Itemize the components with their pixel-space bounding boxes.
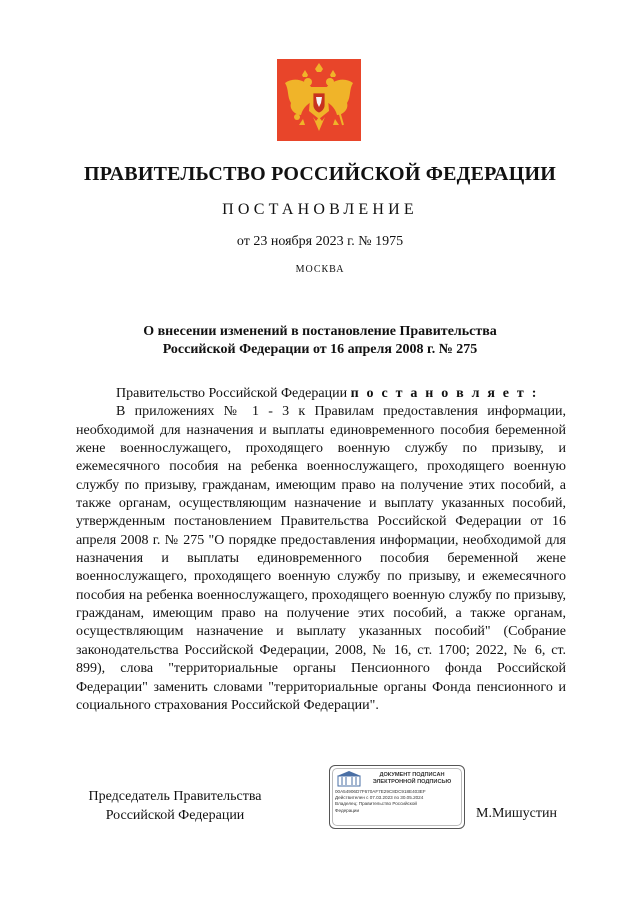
signer-position-line-1: Председатель Правительства xyxy=(88,789,262,804)
signer-name: М.Мишустин xyxy=(476,806,557,821)
government-building-icon xyxy=(335,770,363,788)
subject-line-2: Российской Федерации от 16 апреля 2008 г. № 275 xyxy=(162,342,478,357)
decree-word: п о с т а н о в л я е т : xyxy=(350,386,539,401)
decree-intro-text: Правительство Российской Федерации xyxy=(116,386,348,401)
document-city: МОСКВА xyxy=(295,264,345,275)
document-body xyxy=(76,385,566,715)
electronic-signature-stamp xyxy=(329,765,465,829)
signer-position-line-2: Российской Федерации xyxy=(105,808,245,823)
subject-line-1: О внесении изменений в постановление Правительства xyxy=(143,324,497,339)
stamp-owner: Владелец: Правительство Российской xyxy=(335,801,417,807)
stamp-details xyxy=(335,789,461,814)
stamp-title-line-1: ДОКУМЕНТ ПОДПИСАН xyxy=(379,772,445,778)
russian-coat-of-arms-icon xyxy=(277,59,361,141)
government-title: ПРАВИТЕЛЬСТВО РОССИЙСКОЙ ФЕДЕРАЦИИ xyxy=(84,163,556,185)
decree-intro xyxy=(76,385,566,403)
stamp-certificate: 00A54906D7F670AF7E29C8DC918E403EF xyxy=(335,789,426,794)
decree-paragraph: В приложениях № 1 - 3 к Правилам предоставления информации, необходимой для назначения и выплаты единовременного пособия беременной жене военнослужащего, проходящего военную службу по призыву, и ежемесячного пособия на ребенка военнослужащего, проходящего военную службу по призыву, гражданам, имеющим право на получение этих пособий, а также органам, осуществляющим назначение и выплату указанных пособий, утвержденным постановлением Правительства Российской Федерации от 16 апреля 2008 г. № 275 "О порядке предоставления информации, необходимой для назначения и выплаты единовременного пособия беременной жене военнослужащего, проходящего военную службу по призыву, и ежемесячного пособия на ребенка военнослужащего, проходящего военную службу по призыву, гражданам, имеющим право на получение этих пособий, а также органам, осуществляющим назначение и выплату указанных пособий" (Собрание законодательства Российской Федерации, 2008, № 16, ст. 1700; 2022, № 6, ст. 899), слова "территориальные органы Пенсионного фонда Российской Федерации" заменить словами "территориальные органы Фонда пенсионного и социального страхования Российской Федерации". xyxy=(76,404,566,713)
stamp-validity: Действителен с 07.03.2023 по 30.05.2024 xyxy=(335,795,424,801)
stamp-title xyxy=(364,772,460,786)
signer-position xyxy=(80,787,270,825)
stamp-title-line-2: ЭЛЕКТРОННОЙ ПОДПИСЬЮ xyxy=(372,779,452,785)
document-type: ПОСТАНОВЛЕНИЕ xyxy=(222,201,418,218)
stamp-owner-continued: Федерации xyxy=(335,807,360,813)
document-subject xyxy=(60,323,580,359)
document-date-number: от 23 ноября 2023 г. № 1975 xyxy=(236,234,404,249)
